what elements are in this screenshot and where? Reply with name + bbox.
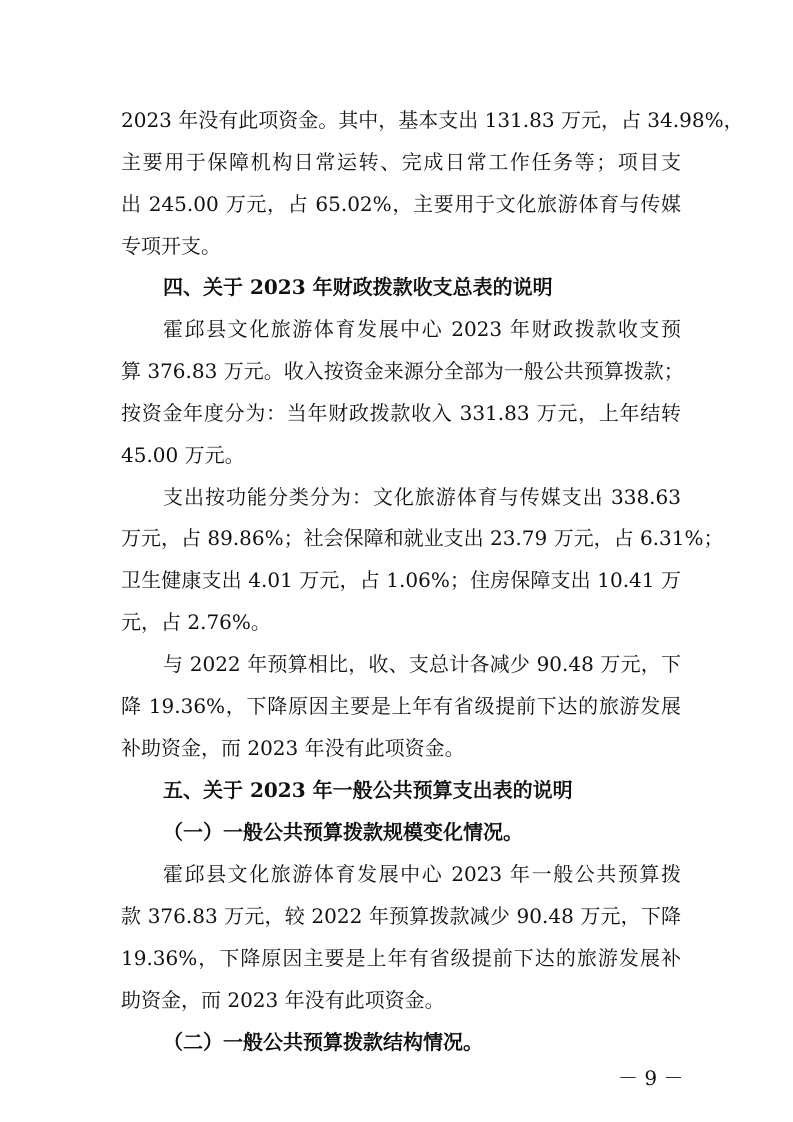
text-line: 按资金年度分为：当年财政拨款收入 331.83 万元，上年结转 bbox=[121, 401, 681, 425]
text-line: 专项开支。 bbox=[121, 234, 221, 258]
subsection-heading-2: （二）一般公共预算拨款结构情况。 bbox=[163, 1030, 483, 1054]
text-line: 算 376.83 万元。收入按资金来源分全部为一般公共预算拨款； bbox=[121, 359, 684, 383]
text-line: 2023 年没有此项资金。其中，基本支出 131.83 万元，占 34.98%， bbox=[121, 108, 744, 132]
text-line: 45.00 万元。 bbox=[121, 443, 245, 467]
text-line: 补助资金，而 2023 年没有此项资金。 bbox=[121, 736, 465, 760]
text-line: 出 245.00 万元，占 65.02%，主要用于文化旅游体育与传媒 bbox=[121, 192, 681, 216]
text-line: 霍邱县文化旅游体育发展中心 2023 年财政拨款收支预 bbox=[163, 317, 681, 341]
text-line: 19.36%，下降原因主要是上年有省级提前下达的旅游发展补 bbox=[121, 946, 681, 970]
page-number: － 9 － bbox=[618, 1066, 684, 1090]
text-line: 霍邱县文化旅游体育发展中心 2023 年一般公共预算拨 bbox=[163, 862, 681, 886]
subsection-heading-1: （一）一般公共预算拨款规模变化情况。 bbox=[163, 820, 523, 844]
text-line: 与 2022 年预算相比，收、支总计各减少 90.48 万元，下 bbox=[163, 652, 681, 676]
text-line: 万元，占 89.86%；社会保障和就业支出 23.79 万元，占 6.31%； bbox=[121, 526, 724, 550]
text-line: 降 19.36%，下降原因主要是上年有省级提前下达的旅游发展 bbox=[121, 694, 681, 718]
text-line: 款 376.83 万元，较 2022 年预算拨款减少 90.48 万元，下降 bbox=[121, 904, 681, 928]
section-heading-4: 四、关于 2023 年财政拨款收支总表的说明 bbox=[163, 275, 553, 299]
section-heading-5: 五、关于 2023 年一般公共预算支出表的说明 bbox=[163, 778, 573, 802]
text-line: 主要用于保障机构日常运转、完成日常工作任务等；项目支 bbox=[121, 150, 681, 174]
text-line: 元，占 2.76%。 bbox=[121, 610, 271, 634]
text-line: 助资金，而 2023 年没有此项资金。 bbox=[121, 988, 445, 1012]
text-line: 卫生健康支出 4.01 万元，占 1.06%；住房保障支出 10.41 万 bbox=[121, 568, 681, 592]
text-line: 支出按功能分类分为：文化旅游体育与传媒支出 338.63 bbox=[163, 485, 681, 509]
